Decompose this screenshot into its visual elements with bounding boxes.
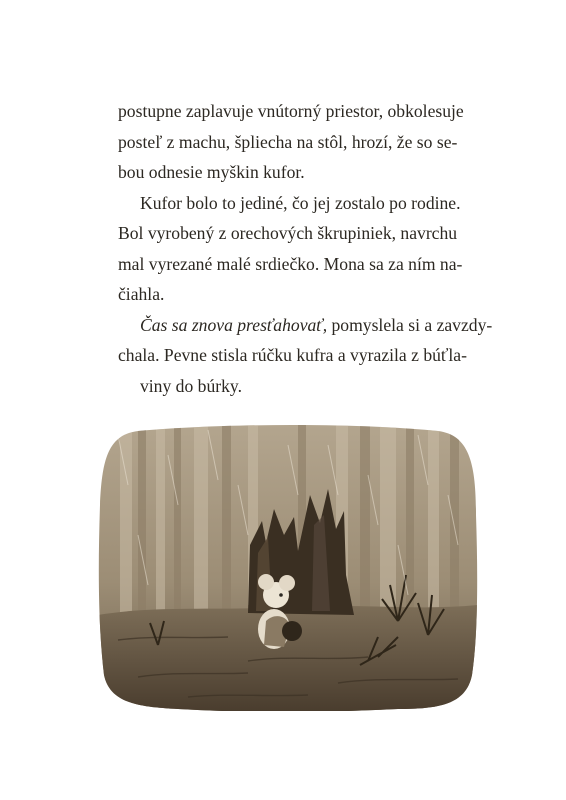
text-line: viny do búrky.	[140, 375, 242, 396]
text-line: postupne zaplavuje vnútorný priestor, obkolesuje	[118, 101, 464, 121]
text-line: posteľ z machu, špliecha na stôl, hrozí, že so se-	[118, 131, 458, 152]
italic-thought: Čas sa znova presťahovať,	[140, 314, 328, 335]
text-run: pomyslela si a zavzdy-	[327, 314, 493, 335]
text-line: Kufor bolo to jediné, čo jej zostalo po rodine.	[140, 192, 461, 213]
text-line: čiahla.	[118, 284, 165, 304]
text-line: mal vyrezané malé srdiečko. Mona sa za ním na-	[118, 253, 463, 274]
paragraph-2	[118, 188, 463, 310]
text-line: bou odnesie myškin kufor.	[118, 162, 305, 182]
mouse-in-rainy-forest-illustration	[98, 425, 478, 711]
illustration-scene	[98, 425, 478, 711]
illustration-svg	[98, 425, 478, 711]
paragraph-3	[118, 310, 493, 402]
text-line	[118, 310, 493, 341]
text-line: Bol vyrobený z orechových škrupiniek, navrchu	[118, 223, 458, 243]
text-line: chala. Pevne stisla rúčku kufra a vyrazila z búťla-	[118, 345, 467, 365]
body-text	[118, 96, 493, 401]
paragraph-1	[118, 96, 464, 188]
walnut-suitcase	[282, 621, 302, 641]
